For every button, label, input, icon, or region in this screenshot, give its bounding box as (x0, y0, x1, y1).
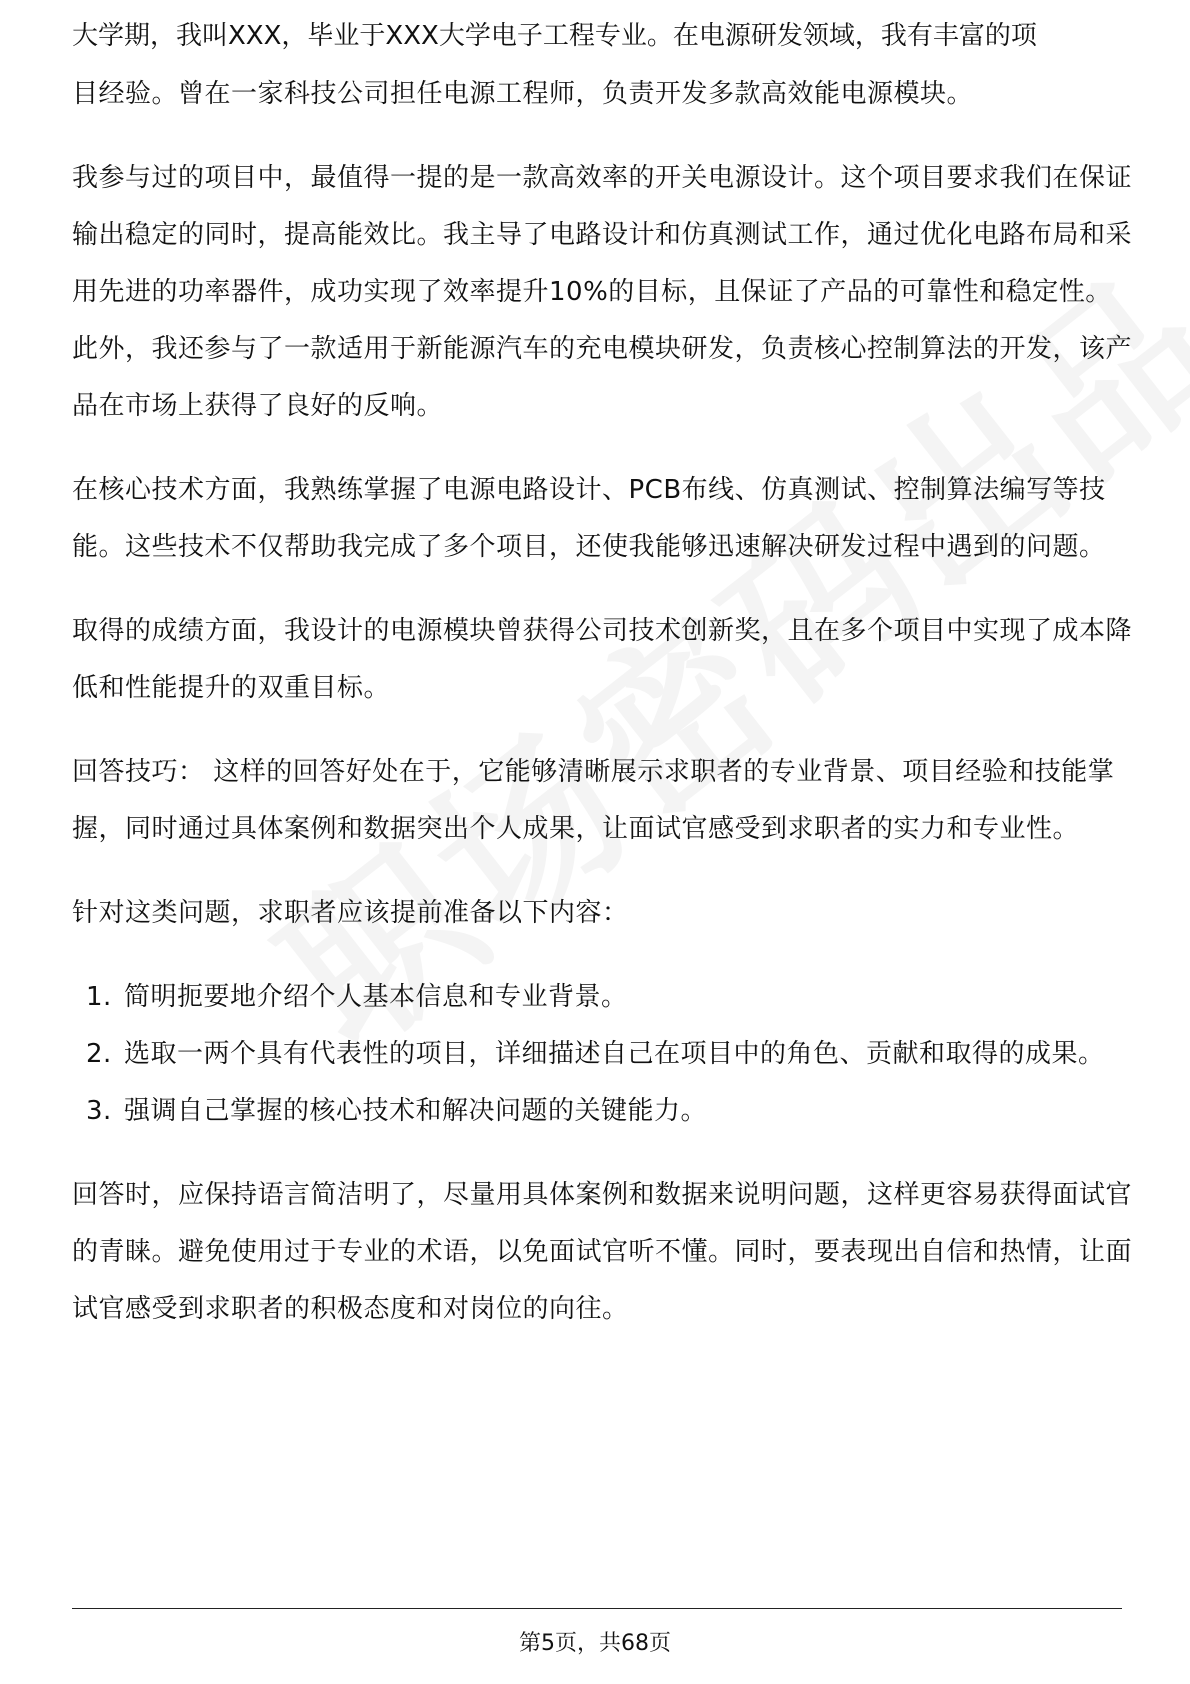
preparation-list (72, 969, 1132, 1140)
paragraph-achievements: 取得的成绩方面，我设计的电源模块曾获得公司技术创新奖，且在多个项目中实现了成本降低和性能提升的双重目标。 (72, 616, 1133, 703)
footer-divider (72, 1608, 1122, 1609)
list-item-number: 2. (86, 1039, 112, 1069)
list-item-text: 选取一两个具有代表性的项目，详细描述自己在项目中的角色、贡献和取得的成果。 (124, 1039, 1105, 1069)
paragraph-projects: 我参与过的项目中，最值得一提的是一款高效率的开关电源设计。这个项目要求我们在保证输出稳定的同时，提高能效比。我主导了电路设计和仿真测试工作，通过优化电路布局和采用先进的功率器件，成功实现了效率提升10%的目标，且保证了产品的可靠性和稳定性。此外，我还参与了一款适用于新能源汽车的充电模块研发，负责核心控制算法的开发，该产品在市场上获得了良好的反响。 (72, 163, 1133, 421)
list-item (72, 1083, 1132, 1140)
list-item (72, 1026, 1132, 1083)
cut-off-line (72, 22, 1132, 66)
list-item (72, 969, 1132, 1026)
paragraph-preparation-intro: 针对这类问题，求职者应该提前准备以下内容： (72, 898, 629, 928)
cut-off-text: 大学期，我叫XXX，毕业于XXX大学电子工程专业。在电源研发领域，我有丰富的项 (72, 22, 1037, 51)
document-body (72, 22, 1132, 1338)
paragraph-closing: 回答时，应保持语言简洁明了，尽量用具体案例和数据来说明问题，这样更容易获得面试官的青睐。避免使用过于专业的术语，以免面试官听不懂。同时，要表现出自信和热情，让面试官感受到求职者的积极态度和对岗位的向往。 (72, 1180, 1133, 1324)
paragraph-core-tech: 在核心技术方面，我熟练掌握了电源电路设计、PCB布线、仿真测试、控制算法编写等技能。这些技术不仅帮助我完成了多个项目，还使我能够迅速解决研发过程中遇到的问题。 (72, 475, 1106, 562)
list-item-text: 强调自己掌握的核心技术和解决问题的关键能力。 (124, 1096, 708, 1126)
page-number: 第5页，共68页 (519, 1631, 671, 1656)
list-item-number: 1. (86, 982, 112, 1012)
paragraph-intro-end: 目经验。曾在一家科技公司担任电源工程师，负责开发多款高效能电源模块。 (72, 79, 974, 109)
list-item-number: 3. (86, 1096, 112, 1126)
list-item-text: 简明扼要地介绍个人基本信息和专业背景。 (124, 982, 628, 1012)
paragraph-answer-tips: 回答技巧： 这样的回答好处在于，它能够清晰展示求职者的专业背景、项目经验和技能掌握，同时通过具体案例和数据突出个人成果，让面试官感受到求职者的实力和专业性。 (72, 757, 1115, 844)
